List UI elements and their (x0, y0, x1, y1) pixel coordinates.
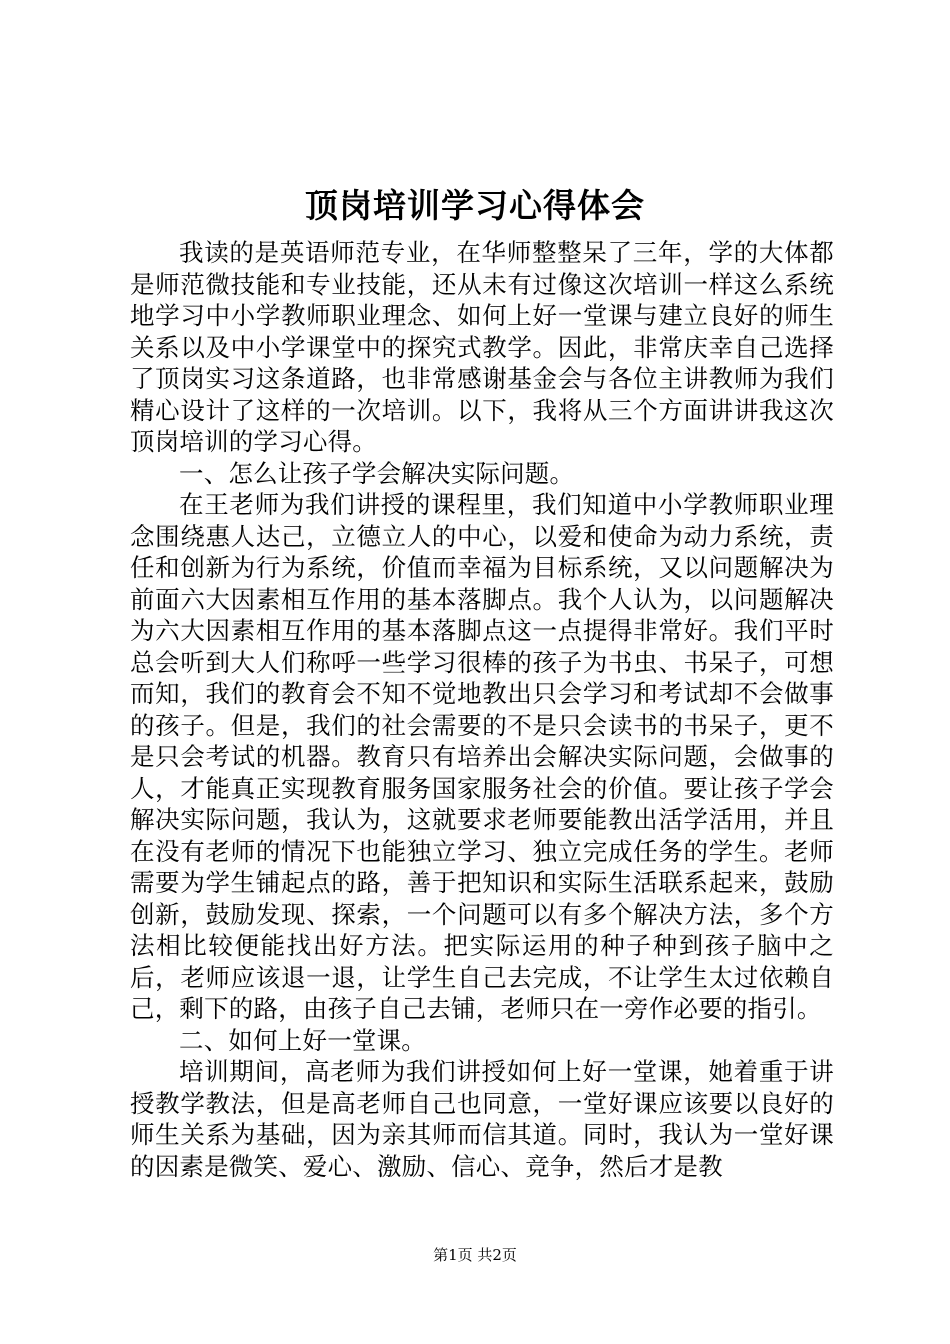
section-1-paragraph: 在王老师为我们讲授的课程里，我们知道中小学教师职业理念围绕惠人达己，立德立人的中心，以爱和使命为动力系统，责任和创新为行为系统，价值而幸福为目标系统，又以问题解决为前面六大因素相互作用的基本落脚点。我个人认为，以问题解决为六大因素相互作用的基本落脚点这一点提得非常好。我们平时总会听到大人们称呼一些学习很棒的孩子为书虫、书呆子，可想而知，我们的教育会不知不觉地教出只会学习和考试却不会做事的孩子。但是，我们的社会需要的不是只会读书的书呆子，更不是只会考试的机器。教育只有培养出会解决实际问题，会做事的人，才能真正实现教育服务国家服务社会的价值。要让孩子学会解决实际问题，我认为，这就要求老师要能教出活学活用，并且在没有老师的情况下也能独立学习、独立完成任务的学生。老师需要为学生铺起点的路，善于把知识和实际生活联系起来，鼓励创新，鼓励发现、探索，一个问题可以有多个解决方法，多个方法相比较便能找出好方法。把实际运用的种子种到孩子脑中之后，老师应该退一退，让学生自己去完成，不让学生太过依赖自己，剩下的路，由孩子自己去铺，老师只在一旁作必要的指引。 (130, 490, 834, 1023)
document-body (130, 237, 834, 1182)
page-footer: 第1页 共2页 (433, 1246, 517, 1264)
intro-paragraph: 我读的是英语师范专业，在华师整整呆了三年，学的大体都是师范微技能和专业技能，还从未有过像这次培训一样这么系统地学习中小学教师职业理念、如何上好一堂课与建立良好的师生关系以及中小学课堂中的探究式教学。因此，非常庆幸自己选择了顶岗实习这条道路，也非常感谢基金会与各位主讲教师为我们精心设计了这样的一次培训。以下，我将从三个方面讲讲我这次顶岗培训的学习心得。 (130, 238, 834, 456)
section-heading-1: 一、怎么让孩子学会解决实际问题。 (179, 458, 575, 488)
document-title: 顶岗培训学习心得体会 (305, 186, 645, 225)
section-2-paragraph: 培训期间，高老师为我们讲授如何上好一堂课，她着重于讲授教学教法，但是高老师自己也同意，一堂好课应该要以良好的师生关系为基础，因为亲其师而信其道。同时，我认为一堂好课的因素是微笑、爱心、激励、信心、竞争，然后才是教 (130, 1057, 834, 1181)
section-heading-2: 二、如何上好一堂课。 (179, 1025, 426, 1055)
